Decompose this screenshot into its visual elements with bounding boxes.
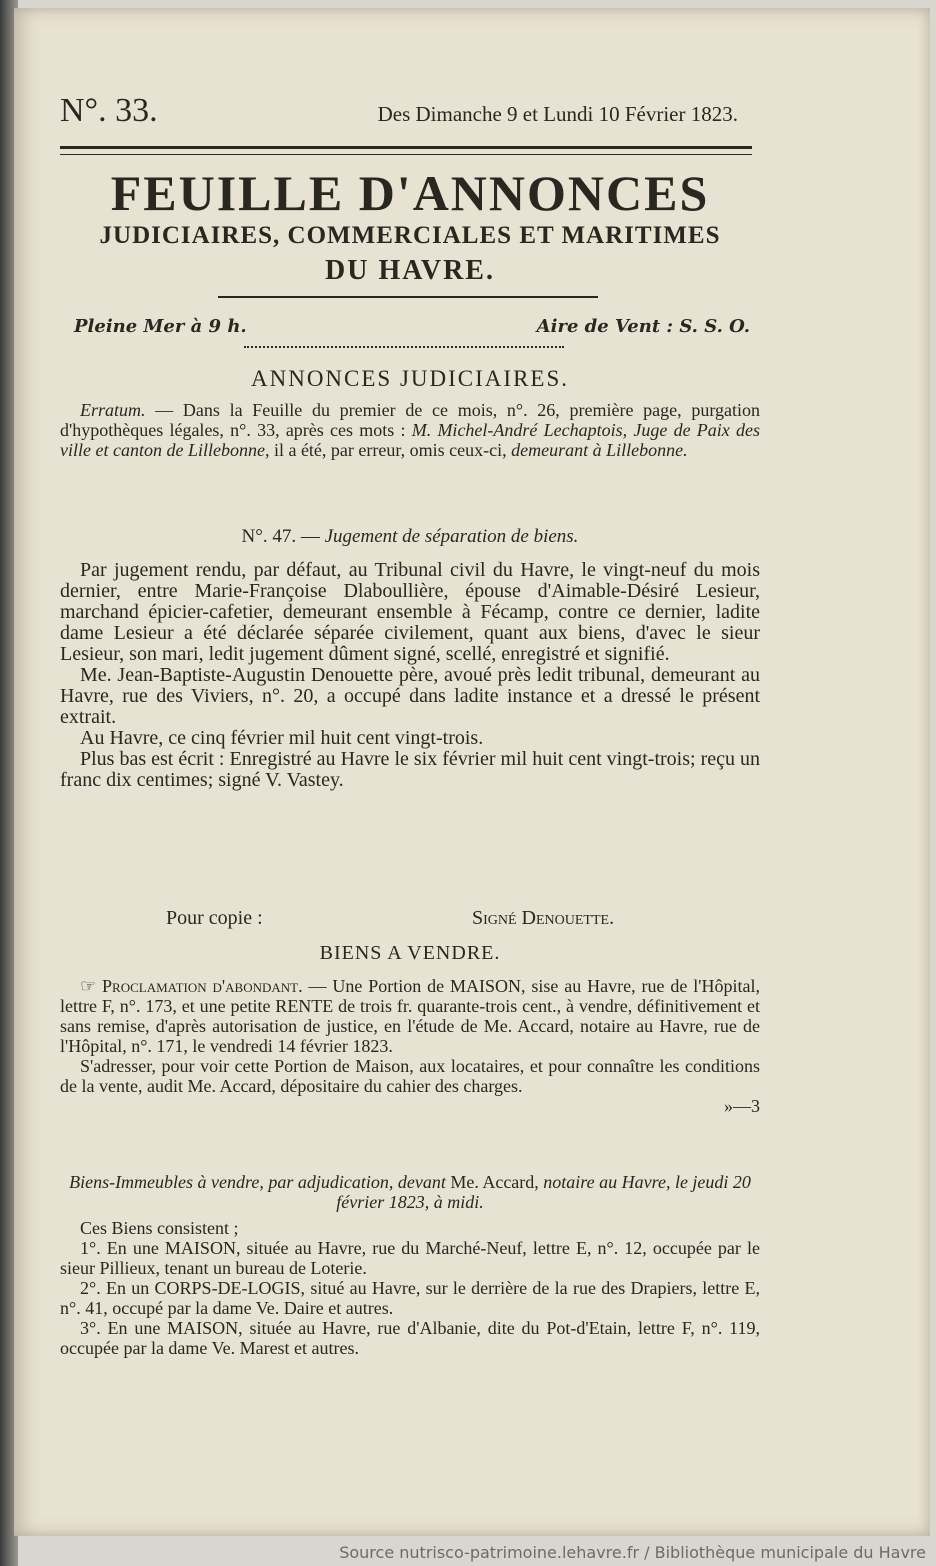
erratum-notice: [60, 400, 760, 460]
header-rule: [60, 146, 752, 155]
pour-copie: Pour copie :: [166, 907, 263, 929]
pointing-hand-icon: ☞: [80, 976, 97, 996]
issue-header: [60, 92, 760, 136]
immeubles-italic-2: notaire au Havre, le jeudi 20 février 1823, à midi.: [336, 1172, 751, 1212]
erratum-italic-2: demeurant à Lillebonne.: [511, 440, 688, 460]
signature: Signé Denouette.: [472, 907, 615, 929]
issue-date: Des Dimanche 9 et Lundi 10 Février 1823.: [377, 102, 738, 126]
jugement-paragraph-2: Me. Jean-Baptiste-Augustin Denouette père, avoué près ledit tribunal, demeurant au Havre, rue des Viviers, n°. 20, a occupé dans ladite instance et a dressé le présent extrait.: [60, 664, 760, 728]
tide-info: Pleine Mer à 9 h.: [74, 316, 247, 337]
immeubles-notice: [60, 1172, 760, 1212]
masthead-subtitle: JUDICIAIRES, COMMERCIALES ET MARITIMES: [99, 222, 721, 249]
jugement-paragraph-3: Au Havre, ce cinq février mil huit cent vingt-trois.: [80, 727, 484, 749]
erratum-text: — Dans la Feuille du premier de ce mois, n°. 26, première page, purgation d'hypothèques légales, n°. 33, après ces mots :: [60, 400, 761, 440]
jugement-title: Jugement de séparation de biens.: [324, 526, 579, 547]
jugement-number: N°. 47. —: [241, 526, 320, 547]
masthead-place: DU HAVRE.: [325, 255, 495, 286]
adresser-text: S'adresser, pour voir cette Portion de Maison, aux locataires, et pour connaître les conditions de la vente, audit Me. Accard, dépositaire du cahier des charges.: [60, 1056, 760, 1096]
notice-mark: »—3: [724, 1096, 760, 1116]
list-item: 1°. En une MAISON, située au Havre, rue du Marché-Neuf, lettre E, n°. 12, occupée par le sieur Pillieux, tenant un bureau de Loterie.: [60, 1238, 760, 1278]
section-biens-heading: BIENS A VENDRE.: [319, 942, 501, 964]
erratum-label: Erratum.: [80, 400, 146, 420]
source-credit: Source nutrisco-patrimoine.lehavre.fr / Bibliothèque municipale du Havre: [339, 1543, 926, 1562]
masthead-title: FEUILLE D'ANNONCES: [110, 165, 710, 221]
jugement-paragraph-1: Par jugement rendu, par défaut, au Tribunal civil du Havre, le vingt-neuf du mois dernier, entre Marie-Françoise Dlaboullière, épouse d'Aimable-Désiré Lesieur, marchand épicier-cafetier, demeurant ensemble à Fécamp, contre ce dernier, ladite dame Lesieur a été déclarée séparée civilement, quant aux biens, d'avec le sieur Lesieur, son mari, ledit jugement dûment signé, scellé, enregistré et signifié.: [60, 559, 760, 665]
immeubles-italic-1: Biens-Immeubles à vendre, par adjudication, devant: [69, 1172, 446, 1192]
ornament-rule: [244, 346, 564, 352]
jugement-paragraph-4: Plus bas est écrit : Enregistré au Havre le six février mil huit cent vingt-trois; reçu un franc dix centimes; signé V. Vastey.: [60, 748, 760, 791]
list-item: 2°. En un CORPS-DE-LOGIS, situé au Havre, sur le derrière de la rue des Drapiers, lettre E, n°. 41, occupé par la dame Ve. Daire et autres.: [60, 1278, 760, 1318]
immeubles-list: [60, 1218, 760, 1358]
wind-info: Aire de Vent : S. S. O.: [536, 316, 750, 337]
issue-number: N°. 33.: [60, 92, 158, 129]
immeubles-me: Me. Accard,: [450, 1172, 539, 1192]
erratum-mid: il a été, par erreur, omis ceux-ci,: [273, 440, 507, 460]
jugement-body: [60, 560, 760, 791]
proclamation-notice: [60, 976, 760, 1116]
proclamation-label: Proclamation d'abondant.: [102, 976, 303, 996]
proclamation-text: — Une Portion de MAISON, sise au Havre, rue de l'Hôpital, lettre F, n°. 173, et une petite RENTE de trois fr. quarante-trois cent., à vendre, définitivement et sans remise, d'après autorisation de justice, en l'étude de Me. Accard, notaire au Havre, rue de l'Hôpital, n°. 171, le vendredi 14 février 1823.: [60, 976, 761, 1056]
consistent-text: Ces Biens consistent ;: [80, 1218, 239, 1238]
masthead-rule: [218, 296, 598, 298]
jugement-heading: [60, 526, 760, 548]
list-item: 3°. En une MAISON, située au Havre, rue d'Albanie, dite du Pot-d'Etain, lettre F, n°. 119, occupée par la dame Ve. Marest et autres.: [60, 1318, 760, 1358]
erratum-italic-1: M. Michel-André Lechaptois, Juge de Paix des ville et canton de Lillebonne,: [60, 420, 760, 460]
section-judiciaires-heading: ANNONCES JUDICIAIRES.: [250, 366, 569, 391]
